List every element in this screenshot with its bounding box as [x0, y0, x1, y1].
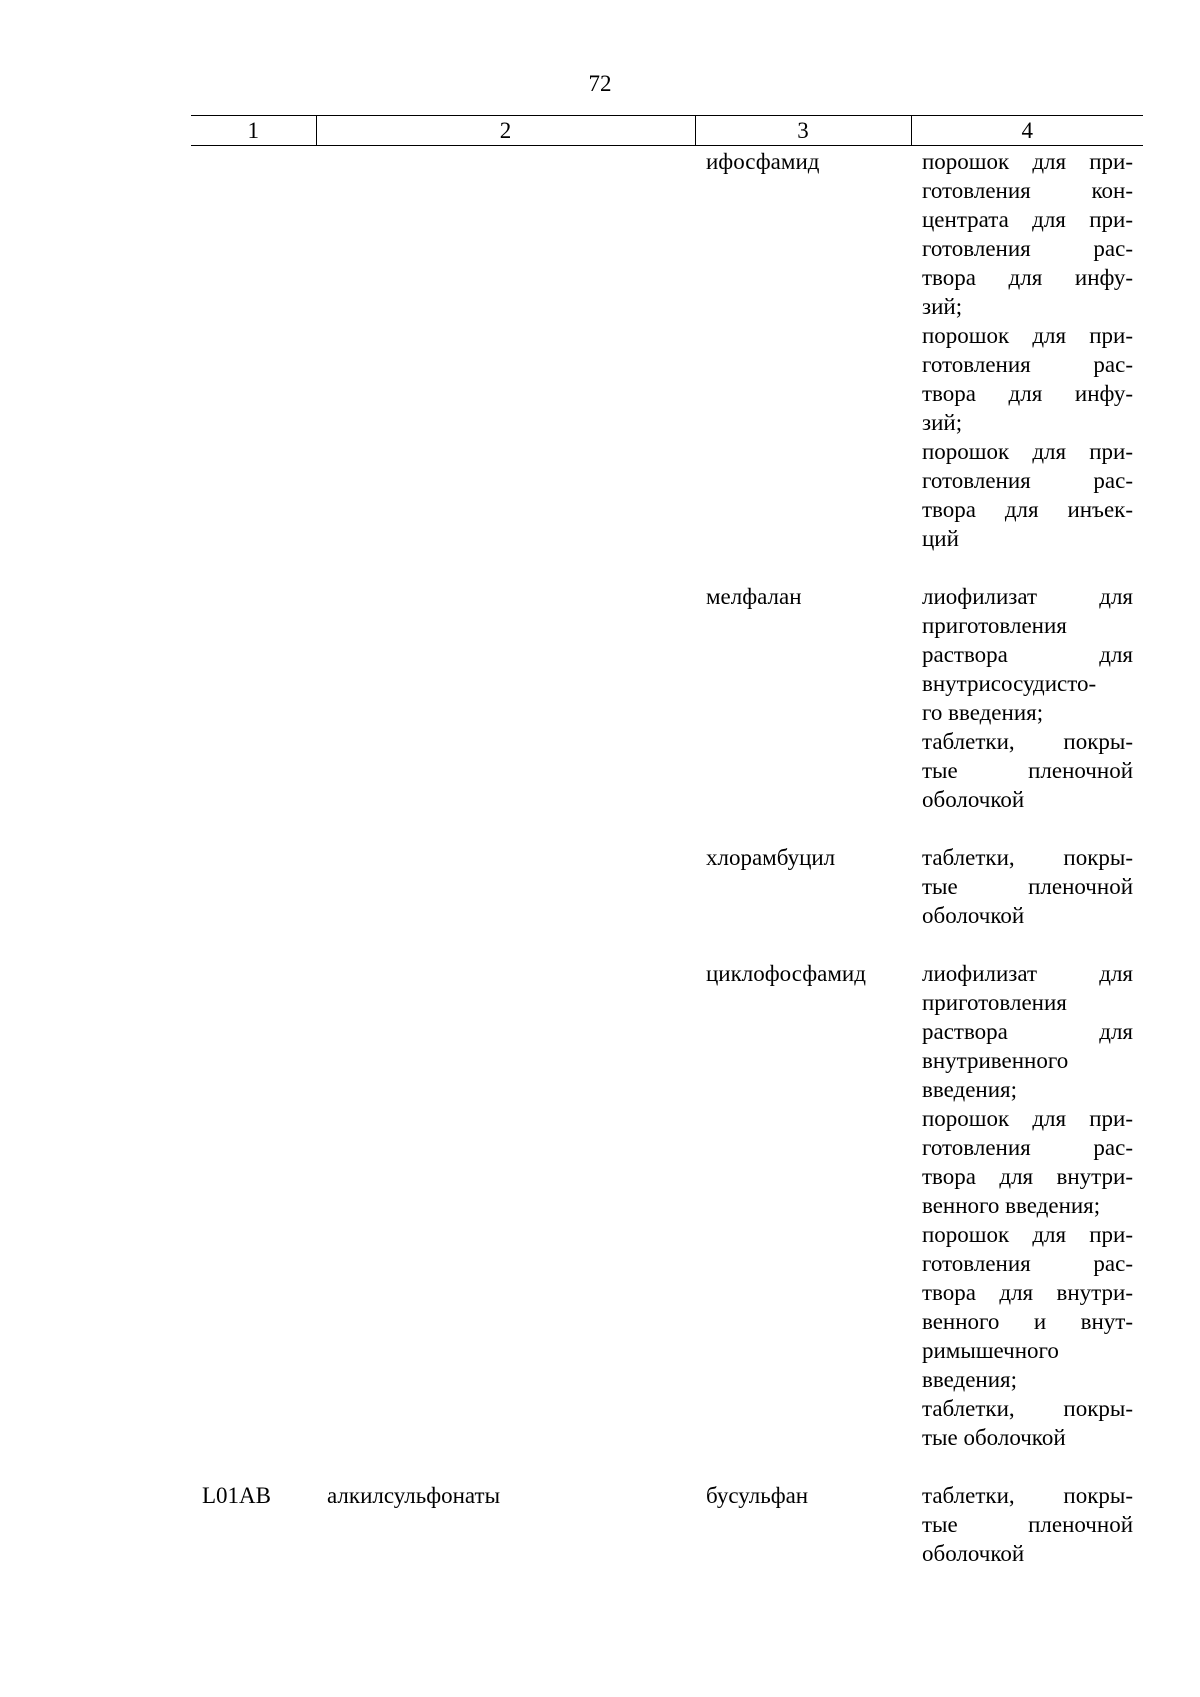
drug-group: алкилсульфонаты	[327, 1483, 501, 1508]
dosage-form-line: оболочкой	[922, 787, 1025, 812]
dosage-form-line: тые пленочной	[922, 758, 1133, 783]
dosage-forms	[911, 1481, 1143, 1597]
atc-code	[191, 146, 316, 583]
dosage-forms	[911, 959, 1143, 1481]
dosage-form-line: приготовления	[922, 990, 1067, 1015]
dosage-form-line: тые пленочной	[922, 1512, 1133, 1537]
table-header	[191, 116, 1143, 146]
dosage-form-line: твора для внутри-	[922, 1164, 1133, 1189]
dosage-form-line: готовления рас-	[922, 236, 1133, 261]
dosage-form-line: готовления рас-	[922, 1135, 1133, 1160]
dosage-forms	[911, 582, 1143, 843]
dosage-form-line: порошок для при-	[922, 439, 1133, 464]
drug-name: мелфалан	[706, 584, 802, 609]
dosage-form-line: зий;	[922, 410, 963, 435]
dosage-form-line: венного введения;	[922, 1193, 1101, 1218]
dosage-form-line: римышечного	[922, 1338, 1059, 1363]
dosage-form-line: таблетки, покры-	[922, 1396, 1133, 1421]
drug-group	[316, 843, 695, 959]
header-col-2: 2	[316, 116, 695, 146]
drug-table	[191, 115, 1143, 1597]
drug-group	[316, 959, 695, 1481]
dosage-form-line: приготовления	[922, 613, 1067, 638]
dosage-form-line: введения;	[922, 1077, 1017, 1102]
dosage-form-line: твора для инъек-	[922, 497, 1133, 522]
dosage-form-line: твора для инфу-	[922, 265, 1133, 290]
table-row	[191, 146, 1143, 583]
dosage-form-line: венного и внут-	[922, 1309, 1133, 1334]
table-row	[191, 1481, 1143, 1597]
dosage-form-line: зий;	[922, 294, 963, 319]
page-number: 72	[588, 71, 612, 96]
header-col-1: 1	[191, 116, 316, 146]
dosage-form-line: порошок для при-	[922, 323, 1133, 348]
dosage-form-line: таблетки, покры-	[922, 845, 1133, 870]
drug-name: циклофосфамид	[706, 961, 866, 986]
drug-name: хлорамбуцил	[706, 845, 836, 870]
table-row	[191, 582, 1143, 843]
dosage-forms	[911, 146, 1143, 583]
atc-code	[191, 959, 316, 1481]
dosage-form-line: порошок для при-	[922, 149, 1133, 174]
dosage-form-line: готовления рас-	[922, 468, 1133, 493]
dosage-form-line: ций	[922, 526, 959, 551]
atc-code	[191, 843, 316, 959]
drug-group	[316, 582, 695, 843]
dosage-form-line: тые пленочной	[922, 874, 1133, 899]
drug-name: бусульфан	[706, 1483, 809, 1508]
table-row	[191, 959, 1143, 1481]
dosage-form-line: раствора для	[922, 642, 1133, 667]
table-row	[191, 843, 1143, 959]
dosage-form-line: оболочкой	[922, 1541, 1025, 1566]
dosage-form-line: порошок для при-	[922, 1106, 1133, 1131]
drug-name: ифосфамид	[706, 149, 820, 174]
dosage-form-line: го введения;	[922, 700, 1044, 725]
dosage-form-line: внутрисосудисто-	[922, 671, 1097, 696]
header-col-3: 3	[695, 116, 911, 146]
dosage-form-line: центрата для при-	[922, 207, 1133, 232]
dosage-form-line: готовления рас-	[922, 352, 1133, 377]
header-row	[191, 116, 1143, 146]
dosage-form-line: тые оболочкой	[922, 1425, 1066, 1450]
atc-code	[191, 582, 316, 843]
header-col-4: 4	[911, 116, 1143, 146]
dosage-forms	[911, 843, 1143, 959]
dosage-form-line: введения;	[922, 1367, 1017, 1392]
table-body	[191, 146, 1143, 1598]
dosage-form-line: порошок для при-	[922, 1222, 1133, 1247]
dosage-form-line: твора для инфу-	[922, 381, 1133, 406]
atc-code: L01AB	[202, 1483, 271, 1508]
dosage-form-line: таблетки, покры-	[922, 1483, 1133, 1508]
dosage-form-line: раствора для	[922, 1019, 1133, 1044]
dosage-form-line: лиофилизат для	[922, 961, 1133, 986]
dosage-form-line: твора для внутри-	[922, 1280, 1133, 1305]
dosage-form-line: лиофилизат для	[922, 584, 1133, 609]
dosage-form-line: готовления кон-	[922, 178, 1133, 203]
dosage-form-line: готовления рас-	[922, 1251, 1133, 1276]
drug-group	[316, 146, 695, 583]
dosage-form-line: оболочкой	[922, 903, 1025, 928]
dosage-form-line: таблетки, покры-	[922, 729, 1133, 754]
dosage-form-line: внутривенного	[922, 1048, 1069, 1073]
